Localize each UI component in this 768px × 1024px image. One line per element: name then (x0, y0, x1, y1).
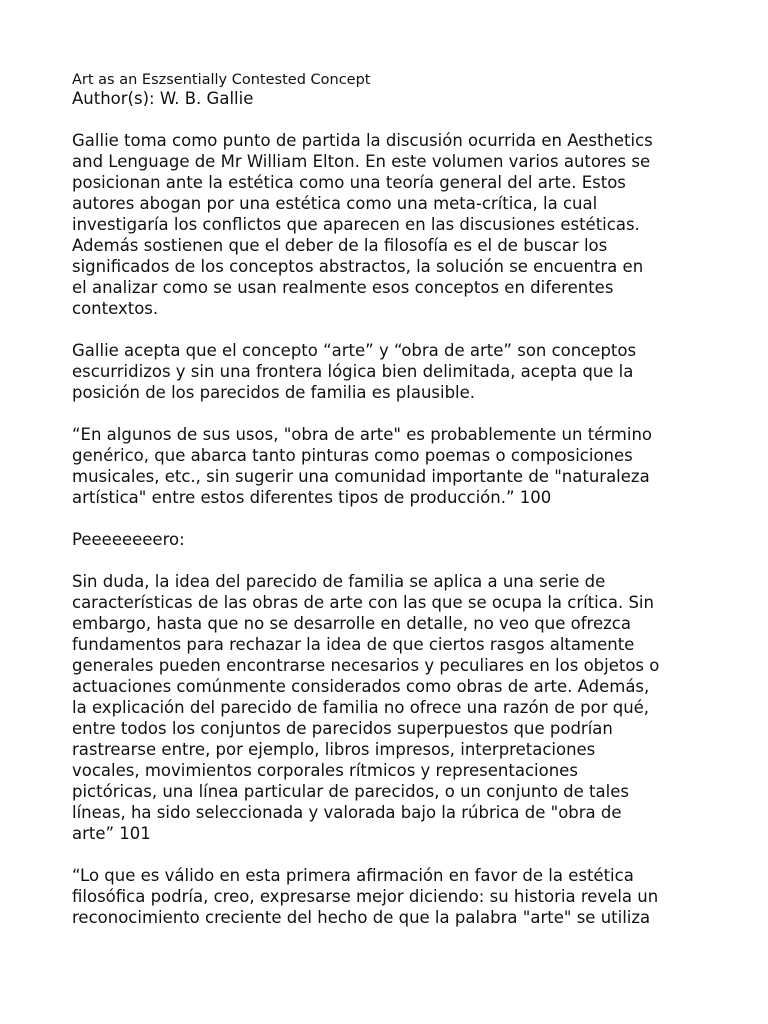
text-line: investigaría los conflictos que aparecen en las discusiones estéticas. (72, 215, 640, 234)
text-line: contextos. (72, 299, 159, 318)
text-line: Peeeeeeeero: (72, 530, 185, 549)
text-line: el analizar como se usan realmente esos conceptos en diferentes (72, 278, 614, 297)
text-line: generales pueden encontrarse necesarios y peculiares en los objetos o (72, 656, 660, 675)
text-line: reconocimiento creciente del hecho de que la palabra "arte" se utiliza (72, 908, 651, 927)
text-line: características de las obras de arte con las que se ocupa la crítica. Sin (72, 593, 654, 612)
document-body (72, 130, 712, 928)
paragraph (72, 571, 712, 844)
text-line: embargo, hasta que no se desarrolle en detalle, no veo que ofrezca (72, 614, 631, 633)
text-line: fundamentos para rechazar la idea de que ciertos rasgos altamente (72, 635, 635, 654)
document-author: Author(s): W. B. Gallie (72, 89, 254, 108)
paragraph (72, 529, 712, 550)
paragraph (72, 130, 712, 319)
paragraph (72, 865, 712, 928)
text-line: autores abogan por una estética como una meta-crítica, la cual (72, 194, 598, 213)
text-line: Gallie acepta que el concepto “arte” y “obra de arte” son conceptos (72, 341, 637, 360)
text-line: musicales, etc., sin sugerir una comunidad importante de "naturaleza (72, 467, 650, 486)
text-line: posicionan ante la estética como una teoría general del arte. Estos (72, 173, 626, 192)
text-line: rastrearse entre, por ejemplo, libros impresos, interpretaciones (72, 740, 596, 759)
text-line: filosófica podría, creo, expresarse mejor diciendo: su historia revela un (72, 887, 659, 906)
text-line: Además sostienen que el deber de la filosofía es el de buscar los (72, 236, 608, 255)
text-line: pictóricas, una línea particular de parecidos, o un conjunto de tales (72, 782, 629, 801)
text-line: la explicación del parecido de familia no ofrece una razón de por qué, (72, 698, 650, 717)
text-line: vocales, movimientos corporales rítmicos y representaciones (72, 761, 578, 780)
text-line: “En algunos de sus usos, "obra de arte" es probablemente un término (72, 425, 653, 444)
text-line: Gallie toma como punto de partida la discusión ocurrida en Aesthetics (72, 131, 653, 150)
text-line: genérico, que abarca tanto pinturas como poemas o composiciones (72, 446, 633, 465)
document-page (72, 72, 712, 949)
paragraph (72, 424, 712, 508)
text-line: arte” 101 (72, 824, 151, 843)
text-line: entre todos los conjuntos de parecidos superpuestos que podrían (72, 719, 613, 738)
text-line: posición de los parecidos de familia es plausible. (72, 383, 476, 402)
text-line: significados de los conceptos abstractos, la solución se encuentra en (72, 257, 644, 276)
text-line: actuaciones comúnmente considerados como obras de arte. Además, (72, 677, 650, 696)
paragraph (72, 340, 712, 403)
text-line: “Lo que es válido en esta primera afirmación en favor de la estética (72, 866, 634, 885)
text-line: líneas, ha sido seleccionada y valorada bajo la rúbrica de "obra de (72, 803, 622, 822)
text-line: and Lenguage de Mr William Elton. En este volumen varios autores se (72, 152, 651, 171)
document-title: Art as an Eszsentially Contested Concept (72, 72, 371, 88)
text-line: artística" entre estos diferentes tipos de producción.” 100 (72, 488, 552, 507)
text-line: escurridizos y sin una frontera lógica bien delimitada, acepta que la (72, 362, 634, 381)
text-line: Sin duda, la idea del parecido de familia se aplica a una serie de (72, 572, 606, 591)
